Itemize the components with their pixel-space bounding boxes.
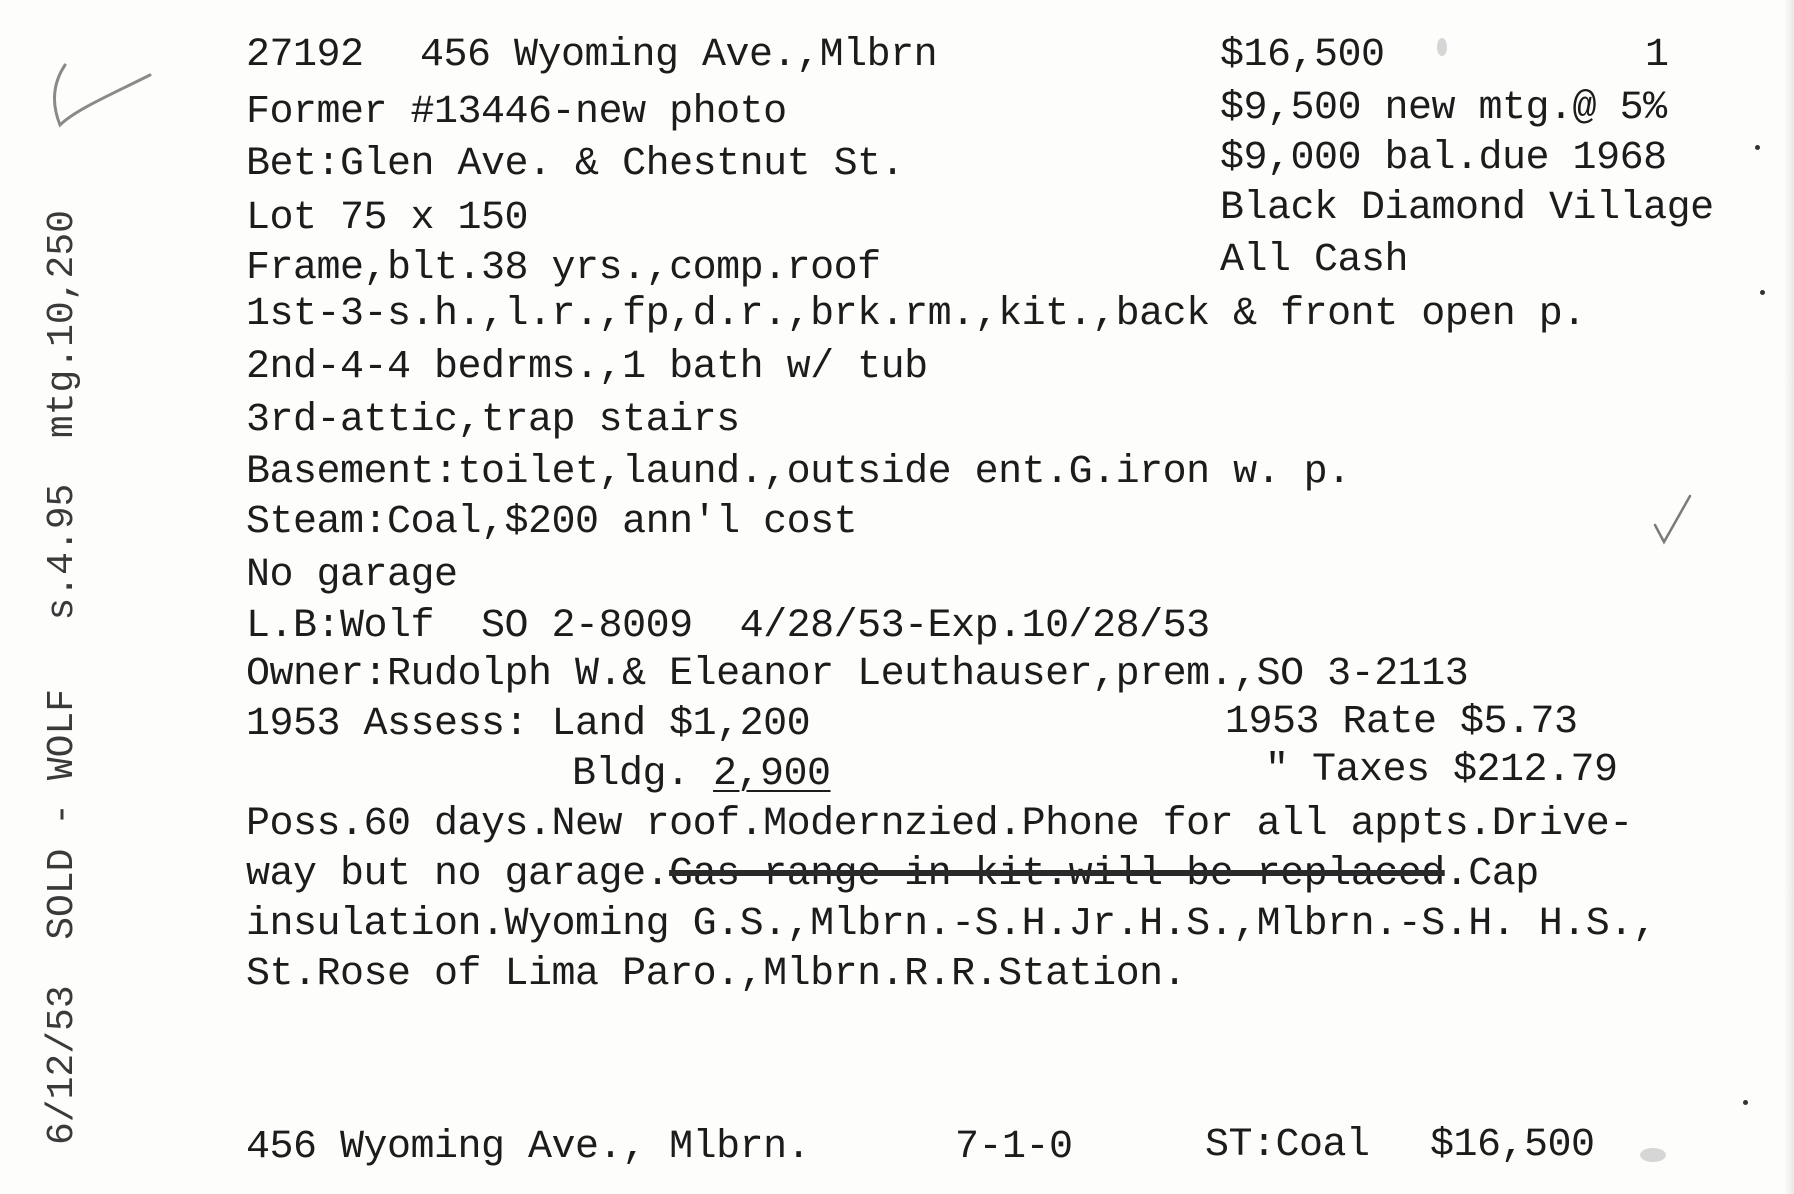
taxes: " Taxes $212.79 — [1265, 748, 1618, 793]
speck — [1760, 290, 1765, 295]
page-number: 1 — [1645, 33, 1669, 78]
former-listing: Former #13446-new photo — [246, 90, 787, 135]
heating: Steam:Coal,$200 ann'l cost — [246, 500, 858, 545]
assessment-land: 1953 Assess: Land $1,200 — [246, 702, 811, 747]
listing-broker: L.B:Wolf SO 2-8009 4/28/53-Exp.10/28/53 — [246, 604, 1210, 649]
construction: Frame,blt.38 yrs.,comp.roof — [246, 246, 881, 291]
between-streets: Bet:Glen Ave. & Chestnut St. — [246, 142, 905, 187]
new-mortgage: $9,500 new mtg.@ 5% — [1220, 86, 1667, 131]
assessment-building — [572, 752, 831, 798]
terms: All Cash — [1220, 238, 1409, 283]
bldg-value: 2,900 — [713, 752, 831, 797]
smudge — [1640, 1148, 1666, 1162]
second-floor: 2nd-4-4 bedrms.,1 bath w/ tub — [246, 345, 928, 390]
smudge — [1437, 38, 1447, 56]
remarks-line-3: insulation.Wyoming G.S.,Mlbrn.-S.H.Jr.H.S.,Mlbrn.-S.H. H.S., — [246, 902, 1657, 947]
pen-mark-icon — [20, 55, 160, 145]
margin-note: 6/12/53 SOLD - WOLF s.4.95 mtg.10,250 — [41, 210, 84, 1145]
listing-number: 27192 — [246, 33, 364, 78]
lender: Black Diamond Village — [1220, 186, 1714, 231]
lot-size: Lot 75 x 150 — [246, 196, 529, 241]
remarks-line-1: Poss.60 days.New roof.Modernzied.Phone for all appts.Drive- — [246, 802, 1633, 847]
footer-price: $16,500 — [1430, 1123, 1595, 1168]
remarks-line-2 — [246, 852, 1539, 898]
speck — [1743, 1100, 1748, 1105]
card-edge — [1784, 0, 1794, 1194]
bldg-label: Bldg. — [572, 752, 714, 797]
basement: Basement:toilet,laund.,outside ent.G.iron w. p. — [246, 450, 1351, 495]
remarks-line-2-start: way but no garage. — [246, 852, 670, 897]
remarks-line-2-end: .Cap — [1444, 852, 1539, 897]
owner: Owner:Rudolph W.& Eleanor Leuthauser,prem.,SO 3-2113 — [246, 652, 1469, 697]
garage: No garage — [246, 553, 458, 598]
struck-remark: Gas range in kit.will be replaced — [669, 852, 1445, 897]
speck — [1755, 145, 1760, 150]
footer-heat: ST:Coal — [1205, 1123, 1370, 1168]
remarks-line-4: St.Rose of Lima Paro.,Mlbrn.R.R.Station. — [246, 952, 1187, 997]
first-floor: 1st-3-s.h.,l.r.,fp,d.r.,brk.rm.,kit.,back & front open p. — [246, 292, 1586, 337]
listing-price: $16,500 — [1220, 33, 1385, 78]
footer-address: 456 Wyoming Ave., Mlbrn. — [246, 1125, 811, 1170]
third-floor: 3rd-attic,trap stairs — [246, 398, 740, 443]
check-mark-icon — [1650, 490, 1695, 550]
tax-rate: 1953 Rate $5.73 — [1225, 700, 1578, 745]
listing-address: 456 Wyoming Ave.,Mlbrn — [420, 33, 938, 78]
balance-due: $9,000 bal.due 1968 — [1220, 136, 1667, 181]
footer-rooms: 7-1-0 — [955, 1125, 1073, 1170]
